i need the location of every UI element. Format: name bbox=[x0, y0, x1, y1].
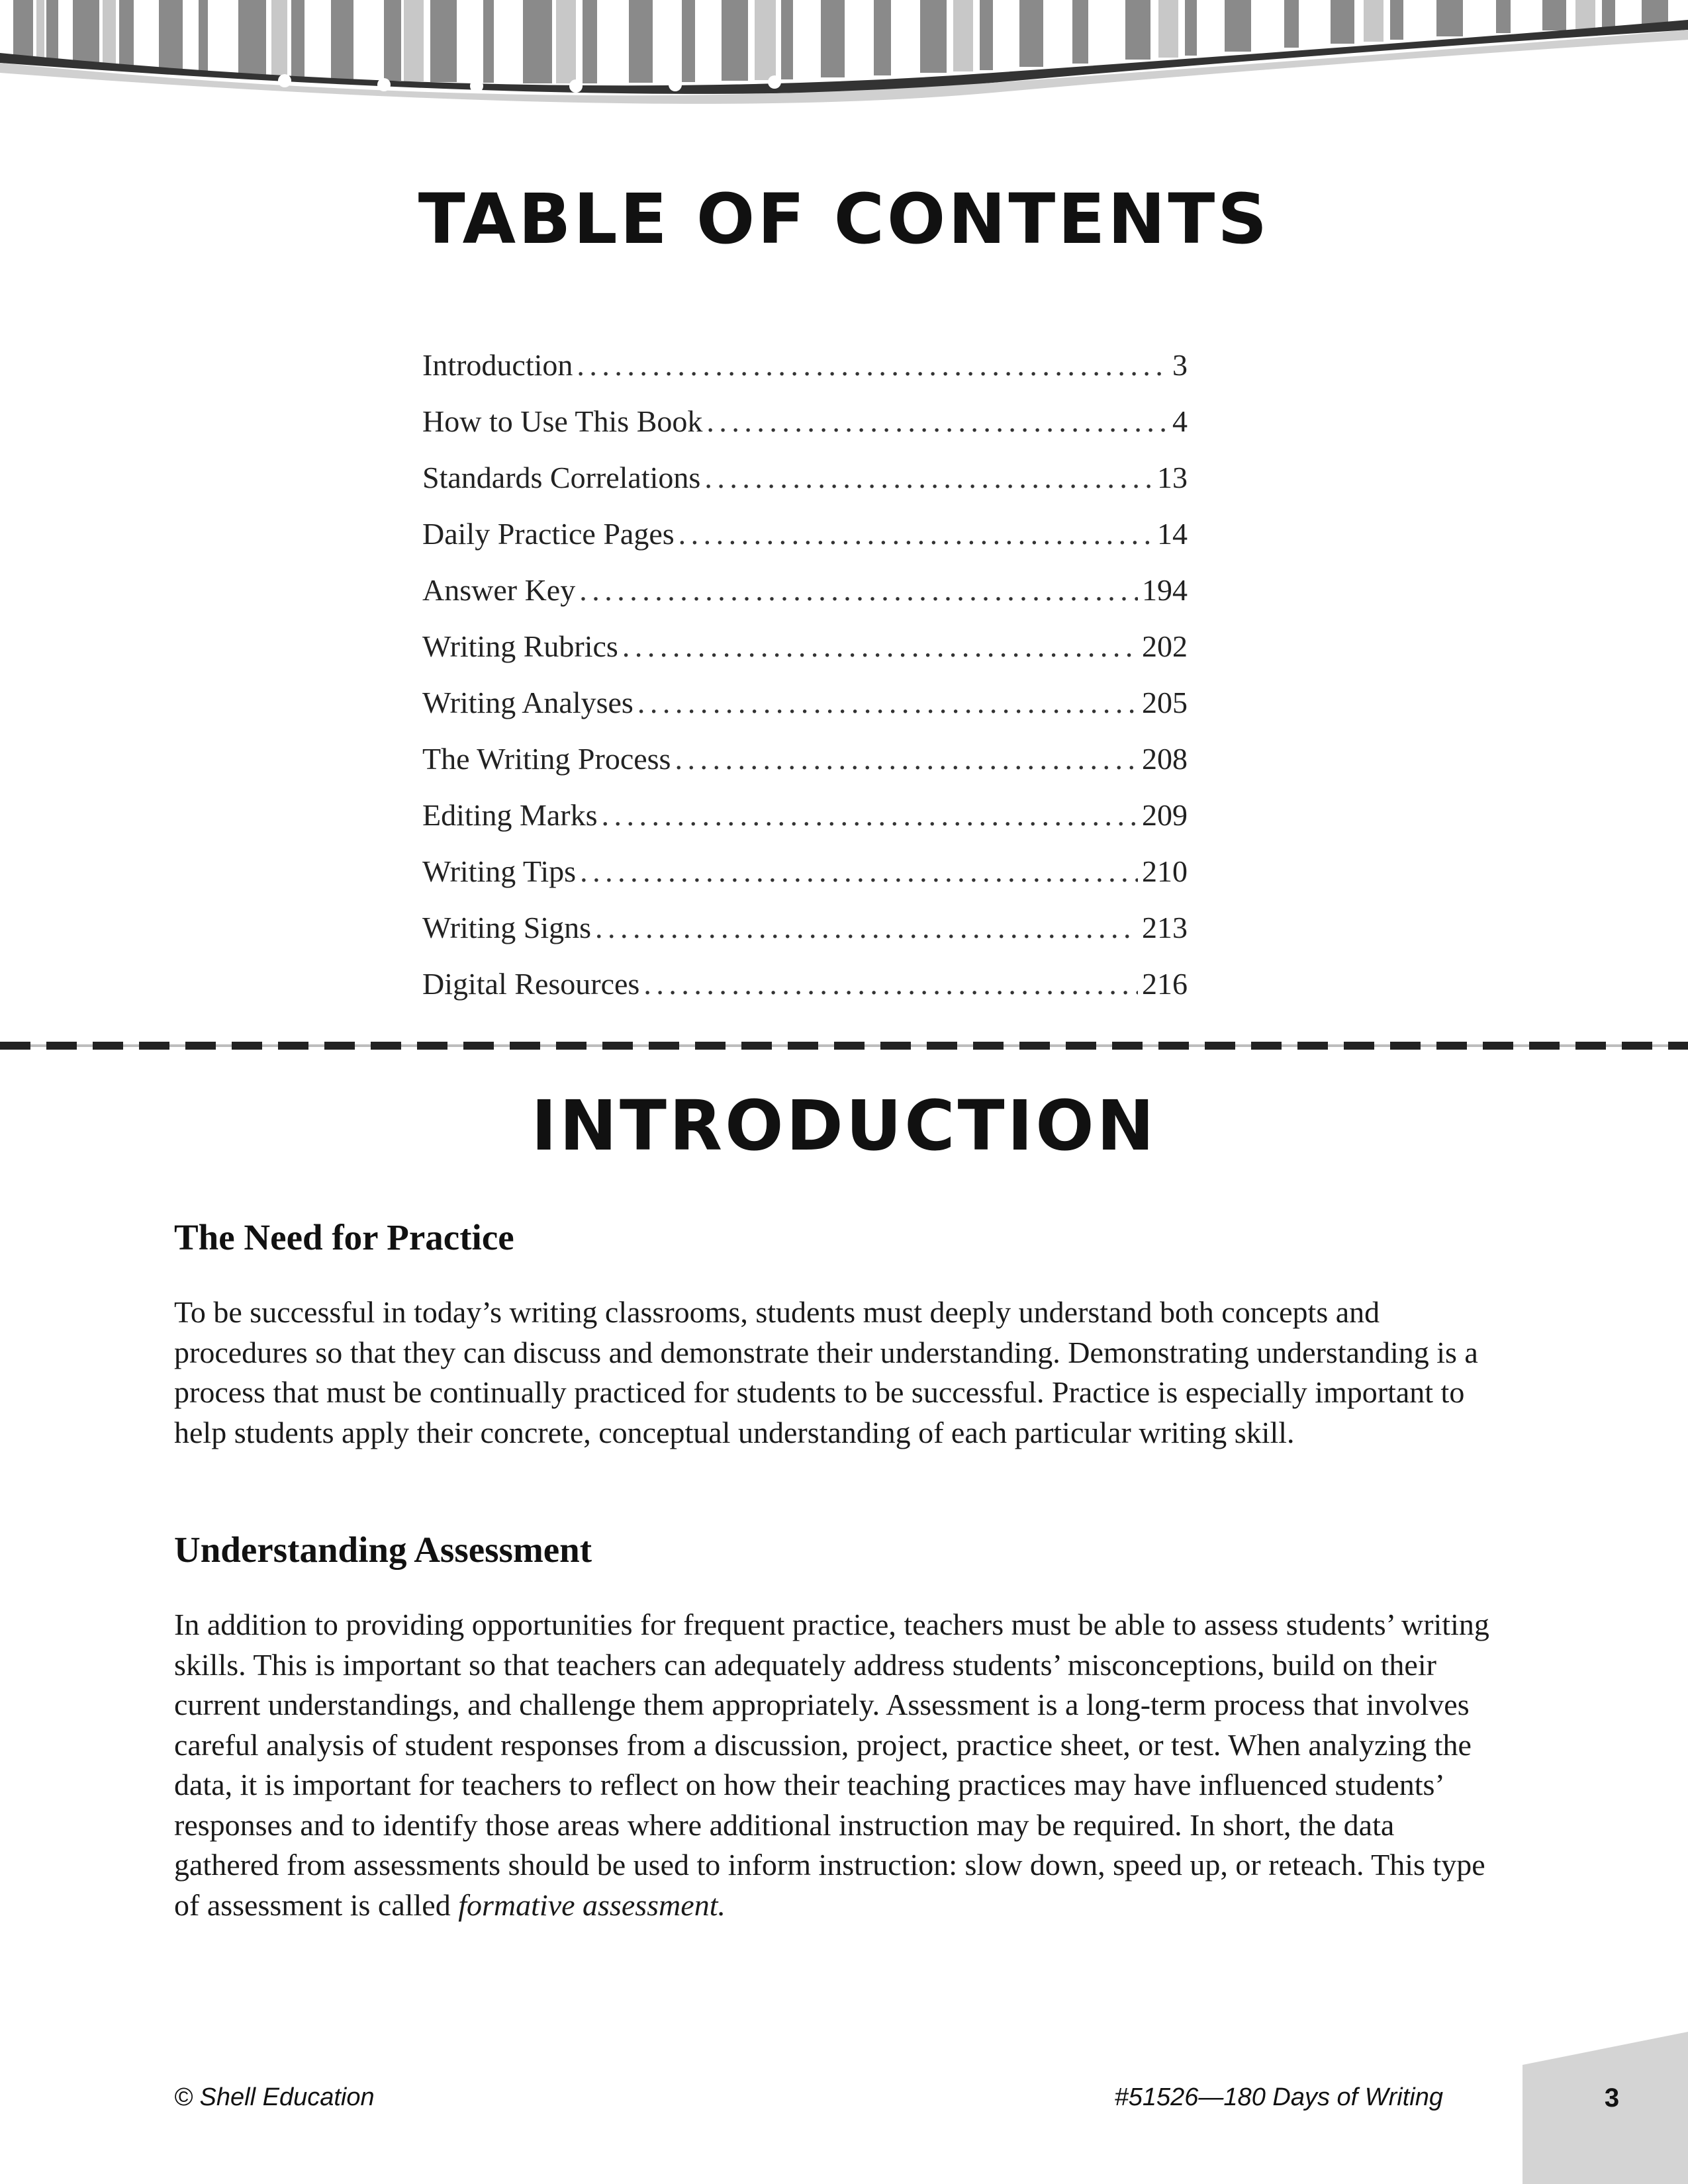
toc-title: TABLE OF CONTENTS bbox=[418, 179, 1270, 259]
footer-publisher: © Shell Education bbox=[174, 2083, 375, 2111]
section-body bbox=[174, 1605, 1505, 1925]
toc-entry bbox=[422, 685, 1188, 741]
toc-entry-label: Editing Marks bbox=[422, 798, 598, 832]
toc-leader-dots bbox=[706, 404, 1168, 439]
toc-leader-dots bbox=[579, 572, 1138, 608]
toc-entry bbox=[422, 854, 1188, 910]
toc-entry-page: 213 bbox=[1142, 911, 1188, 944]
section-body-emphasis: formative assessment. bbox=[458, 1888, 726, 1922]
toc-leader-dots bbox=[675, 741, 1138, 776]
toc-entry-page: 210 bbox=[1142, 854, 1188, 888]
toc-entry bbox=[422, 404, 1188, 460]
toc-entry-page: 194 bbox=[1142, 573, 1188, 607]
toc-leader-dots bbox=[704, 460, 1153, 495]
toc-leader-dots bbox=[622, 629, 1138, 664]
toc-entry-page: 14 bbox=[1157, 517, 1188, 551]
toc-leader-dots bbox=[595, 910, 1138, 945]
toc-leader-dots bbox=[643, 966, 1138, 1001]
footer-book-id: #51526—180 Days of Writing bbox=[1114, 2083, 1443, 2111]
toc-entry-label: Daily Practice Pages bbox=[422, 517, 675, 551]
toc-entry bbox=[422, 460, 1188, 516]
intro-title: INTRODUCTION bbox=[531, 1085, 1157, 1166]
toc-entry-label: Answer Key bbox=[422, 573, 576, 607]
toc-entry-label: Writing Signs bbox=[422, 911, 591, 944]
section-body-text: In addition to providing opportunities for frequent practice, teachers must be able to assess students’ writing skills. This is important so that teachers can adequately address students’ misconceptions, build on their current understandings, and challenge them appropriately. Assessment is a long-term process that involves careful analysis of student responses from a discussion, project, practice sheet, or test. When analyzing the data, it is important for teachers to reflect on how their teaching practices may have influenced students’ responses and to identify those areas where additional instruction may be required. In short, the data gathered from assessments should be used to inform instruction: slow down, speed up, or reteach. This type of assessment is called bbox=[174, 1608, 1489, 1922]
toc-entry bbox=[422, 347, 1188, 404]
toc-entry-label: Writing Rubrics bbox=[422, 629, 618, 663]
toc-entry bbox=[422, 797, 1188, 854]
top-border-decoration bbox=[0, 0, 1688, 113]
toc-entry-label: Introduction bbox=[422, 348, 573, 382]
toc-entry bbox=[422, 572, 1188, 629]
section-heading: Understanding Assessment bbox=[174, 1529, 592, 1570]
toc-entry-label: Digital Resources bbox=[422, 967, 640, 1001]
toc-entry-label: Writing Tips bbox=[422, 854, 577, 888]
toc-leader-dots bbox=[679, 516, 1153, 551]
toc-entry-label: How to Use This Book bbox=[422, 404, 703, 438]
section-heading: The Need for Practice bbox=[174, 1217, 514, 1257]
toc-entry-label: Standards Correlations bbox=[422, 461, 701, 494]
toc-entry-label: Writing Analyses bbox=[422, 686, 633, 719]
toc-entry-page: 209 bbox=[1142, 798, 1188, 832]
toc-entry-page: 4 bbox=[1172, 404, 1188, 438]
toc-entry-page: 216 bbox=[1142, 967, 1188, 1001]
toc-leader-dots bbox=[577, 347, 1168, 383]
understanding-assessment-section bbox=[174, 1529, 1505, 1925]
toc-entry bbox=[422, 966, 1188, 1023]
toc-entry-page: 13 bbox=[1157, 461, 1188, 494]
toc-entry-page: 205 bbox=[1142, 686, 1188, 719]
toc-entry-label: The Writing Process bbox=[422, 742, 671, 776]
toc-entry-page: 202 bbox=[1142, 629, 1188, 663]
toc-leader-dots bbox=[637, 685, 1138, 720]
section-divider bbox=[0, 1041, 1688, 1050]
toc-list bbox=[422, 347, 1188, 1023]
toc-entry-page: 3 bbox=[1172, 348, 1188, 382]
need-for-practice-section bbox=[174, 1216, 1505, 1453]
toc-entry bbox=[422, 910, 1188, 966]
toc-entry bbox=[422, 741, 1188, 797]
toc-entry-page: 208 bbox=[1142, 742, 1188, 776]
section-body: To be successful in today’s writing classrooms, students must deeply understand both concepts and procedures so that they can discuss and demonstrate their understanding. Demonstrating understanding is a process that must be continually practiced for students to be successful. Practice is especially important to help students apply their concrete, conceptual understanding of each particular writing skill. bbox=[174, 1295, 1478, 1449]
toc-entry bbox=[422, 629, 1188, 685]
toc-leader-dots bbox=[580, 854, 1138, 889]
toc-entry bbox=[422, 516, 1188, 572]
toc-leader-dots bbox=[601, 797, 1138, 833]
page-number: 3 bbox=[1604, 2083, 1620, 2113]
